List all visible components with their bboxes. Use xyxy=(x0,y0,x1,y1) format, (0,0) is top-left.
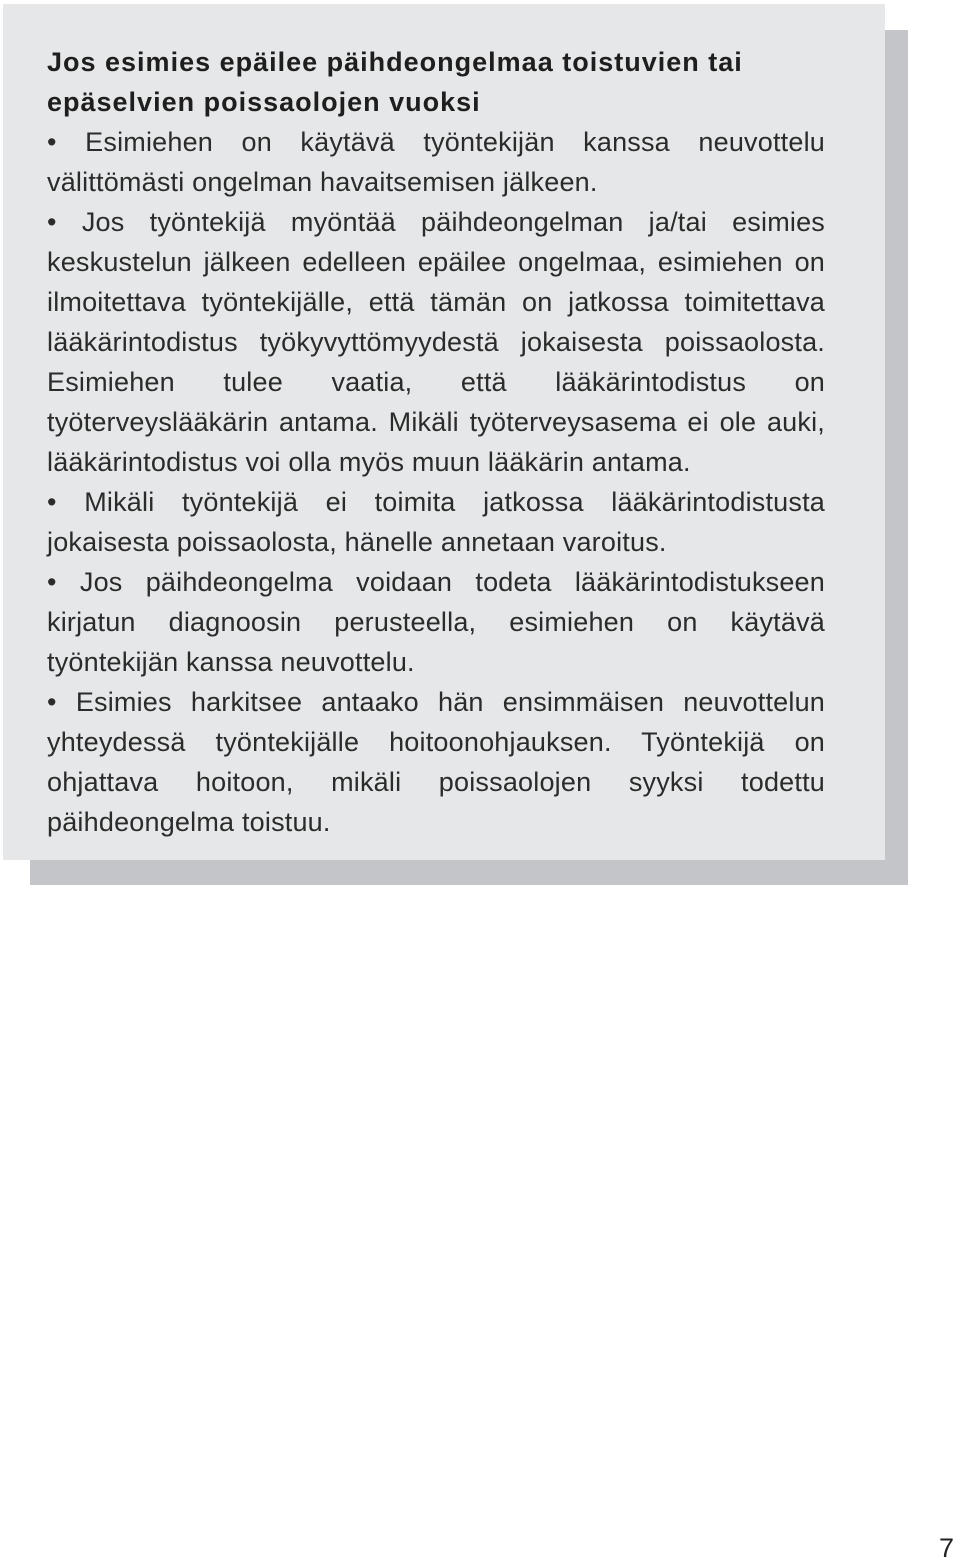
bullet-text-5: Esimies harkitsee antaako hän ensimmäisen neuvottelun yhteydessä työntekijälle hoitoonohjauksen. Työntekijä on ohjattava hoitoon, mikäli poissaolojen syyksi todettu päihdeongelma toistuu. xyxy=(47,687,826,837)
bullet-dot: • xyxy=(47,567,57,597)
info-box xyxy=(3,4,885,860)
bullet-dot: • xyxy=(47,687,57,717)
info-box-heading xyxy=(47,42,825,122)
bullet-dot: • xyxy=(47,207,57,237)
bullet-text-3: Mikäli työntekijä ei toimita jatkossa lääkärintodistusta jokaisesta poissaolosta, hänelle annetaan varoitus. xyxy=(47,487,825,557)
bullet-item-5 xyxy=(47,682,825,842)
bullet-dot: • xyxy=(47,487,57,517)
bullet-item-2 xyxy=(47,202,825,482)
heading-line-2: epäselvien poissaolojen vuoksi xyxy=(47,87,481,117)
bullet-item-1 xyxy=(47,122,825,202)
bullet-text-4: Jos päihdeongelma voidaan todeta lääkärintodistukseen kirjatun diagnoosin perusteella, esimiehen on käytävä työntekijän kanssa neuvottelu. xyxy=(47,567,825,677)
heading-line-1: Jos esimies epäilee päihdeongelmaa toistuvien tai xyxy=(47,47,743,77)
bullet-item-3 xyxy=(47,482,825,562)
page-number: 7 xyxy=(938,1533,954,1563)
bullet-text-1: Esimiehen on käytävä työntekijän kanssa neuvottelu välittömästi ongelman havaitsemisen jälkeen. xyxy=(47,127,825,197)
bullet-item-4 xyxy=(47,562,825,682)
info-box-content xyxy=(47,42,825,842)
bullet-text-2: Jos työntekijä myöntää päihdeongelman ja/tai esimies keskustelun jälkeen edelleen epäilee ongelmaa, esimiehen on ilmoitettava työntekijälle, että tämän on jatkossa toimitettava lääkärintodistus työkyvyttömyydestä jokaisesta poissaolosta. Esimiehen tulee vaatia, että lääkärintodistus on työterveyslääkärin antama. Mikäli työterveysasema ei ole auki, lääkärintodistus voi olla myös muun lääkärin antama. xyxy=(47,207,826,477)
bullet-dot: • xyxy=(47,127,57,157)
